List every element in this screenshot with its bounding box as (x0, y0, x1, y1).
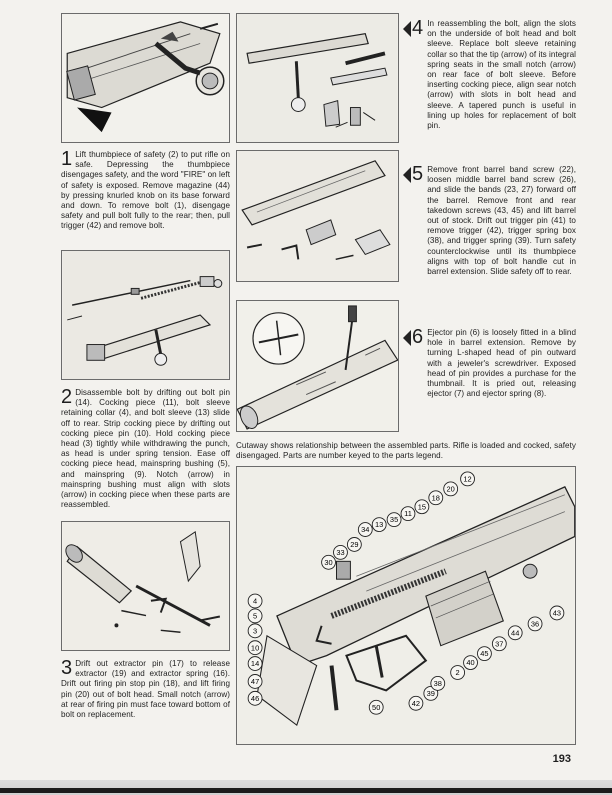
figure-5-illustration (237, 151, 398, 281)
figure-1-illustration (62, 14, 229, 142)
step-6-number: 6 (412, 326, 424, 348)
figure-2-bolt-disassembly (61, 250, 230, 380)
callout-label-36: 36 (530, 619, 540, 629)
callout-label-5: 5 (253, 611, 258, 621)
figure-6-ejector-pin (236, 300, 399, 432)
step-1-text: Lift thumbpiece of safety (2) to put rifle on safe. Depressing the thumbpiece disengages safety, and the word "FIRE" on left of safety is exposed. Remove magazine (44) by pressing knurled knob on its base forward and down. To remove bolt (1), disengage safety and pull bolt fully to the rear; then, pull trigger (42) and remove bolt. (61, 150, 230, 231)
figure-3-illustration (62, 522, 229, 650)
callout-label-20: 20 (446, 484, 455, 494)
step-2-number: 2 (61, 386, 73, 408)
callout-label-30: 30 (324, 557, 333, 567)
step-4-number: 4 (412, 17, 424, 39)
step-2-text: Disassemble bolt by drifting out bolt pin (14). Cocking piece (11), bolt sleeve retaining collar (4), and bolt sleeve (13) slide off to rear. Strip cocking piece by drifting out cocking piece pin (10). Hold cocking piece head (3) tightly while withdrawing the punch, as head is under spring tension. Ease off cocking piece head, mainspring bushing (5), and mainspring (9). Notch (arrow) in mainspring bushing must align with slots (arrow) in cocking piece when these parts are reassembled. (61, 388, 230, 510)
callout-label-37: 37 (495, 639, 504, 649)
step-1-number: 1 (61, 148, 73, 170)
step-3-text: Drift out extractor pin (17) to release extractor (19) and extractor spring (16). Drift out firing pin stop pin (18), and lift firing pin (20) out of bolt head. Small notch (arrow) at rear of firing pin must face toward bottom of bolt on replacement. (61, 659, 230, 720)
callout-label-3: 3 (253, 626, 258, 636)
step-5-caption (403, 165, 576, 277)
callout-label-29: 29 (350, 540, 359, 550)
figure-6-illustration (237, 301, 398, 431)
step-6-caption (403, 328, 576, 399)
page-number: 193 (552, 753, 571, 765)
arrow-marker-icon (403, 330, 411, 346)
scan-dark-strip (0, 788, 612, 793)
step-3-number: 3 (61, 657, 73, 679)
callout-label-45: 45 (480, 649, 489, 659)
step-5-text: Remove front barrel band screw (22), loosen middle barrel band screw (26), and slide the bands (23, 27) forward off the barrel. Remove front and rear takedown screws (43, 45) and lift barrel out of stock. Drift out trigger pin (41) to remove trigger (42), trigger spring box (38), and trigger spring (39). Turn safety counterclockwise until its thumbpiece aligns with top of bolt handle cut in barrel extension. Slide safety off to rear. (427, 165, 576, 277)
callout-label-14: 14 (250, 659, 260, 669)
step-4-caption (403, 19, 576, 131)
cutaway-caption: Cutaway shows relationship between the assembled parts. Rifle is loaded and cocked, safety disengaged. Parts are number keyed to the parts legend. (236, 441, 576, 461)
callout-label-38: 38 (433, 679, 442, 689)
callout-label-42: 42 (411, 698, 421, 708)
figure-1-safety-and-bolt (61, 13, 230, 143)
callout-label-44: 44 (511, 628, 520, 638)
callout-label-33: 33 (336, 547, 345, 557)
callout-label-10: 10 (250, 643, 260, 653)
callout-label-43: 43 (552, 608, 562, 618)
arrow-marker-icon (403, 167, 411, 183)
callout-label-34: 34 (361, 525, 370, 535)
callout-label-13: 13 (375, 520, 384, 530)
scan-bottom-edge (0, 780, 612, 795)
callout-label-39: 39 (426, 688, 435, 698)
callout-label-18: 18 (431, 493, 440, 503)
figure-3-extractor-and-firing-pin (61, 521, 230, 651)
step-6-text: Ejector pin (6) is loosely fitted in a blind hole in barrel extension. Remove by turning L-shaped head of pin outward with a jeweler's screwdriver. Exposed head of pin provides a purchase for the thumbnail. It is pried out, releasing ejector (7) and ejector spring (8). (427, 328, 576, 399)
figure-4-illustration (237, 14, 398, 142)
callout-label-4: 4 (253, 596, 258, 606)
callout-label-35: 35 (389, 515, 399, 525)
callout-label-40: 40 (466, 658, 475, 668)
step-2-caption (61, 388, 230, 510)
arrow-marker-icon (403, 21, 411, 37)
step-4-text: In reassembling the bolt, align the slots on the underside of bolt head and bolt sleeve. Replace bolt sleeve retaining collar so that the tip (arrow) of its integral spring seats in the small notch (arrow) on rear face of bolt sleeve. Before inserting cocking piece, align sear notch (arrow) with slots in bolt head and sleeve. A tapered punch is useful in lining up holes for replacement of bolt pin. (427, 19, 576, 131)
callout-label-47: 47 (250, 677, 260, 687)
callout-label-2: 2 (455, 668, 460, 678)
figure-5-barrel-and-trigger (236, 150, 399, 282)
cutaway-illustration (237, 467, 575, 744)
step-1-caption (61, 150, 230, 232)
figure-4-bolt-reassembly (236, 13, 399, 143)
callout-label-15: 15 (417, 502, 427, 512)
callout-label-12: 12 (463, 474, 472, 484)
callout-label-50: 50 (372, 702, 381, 712)
step-3-caption (61, 659, 230, 720)
cutaway-figure (236, 466, 576, 745)
figure-2-illustration (62, 251, 229, 379)
step-5-number: 5 (412, 163, 424, 185)
callout-label-11: 11 (404, 509, 412, 519)
callout-label-46: 46 (250, 693, 260, 703)
